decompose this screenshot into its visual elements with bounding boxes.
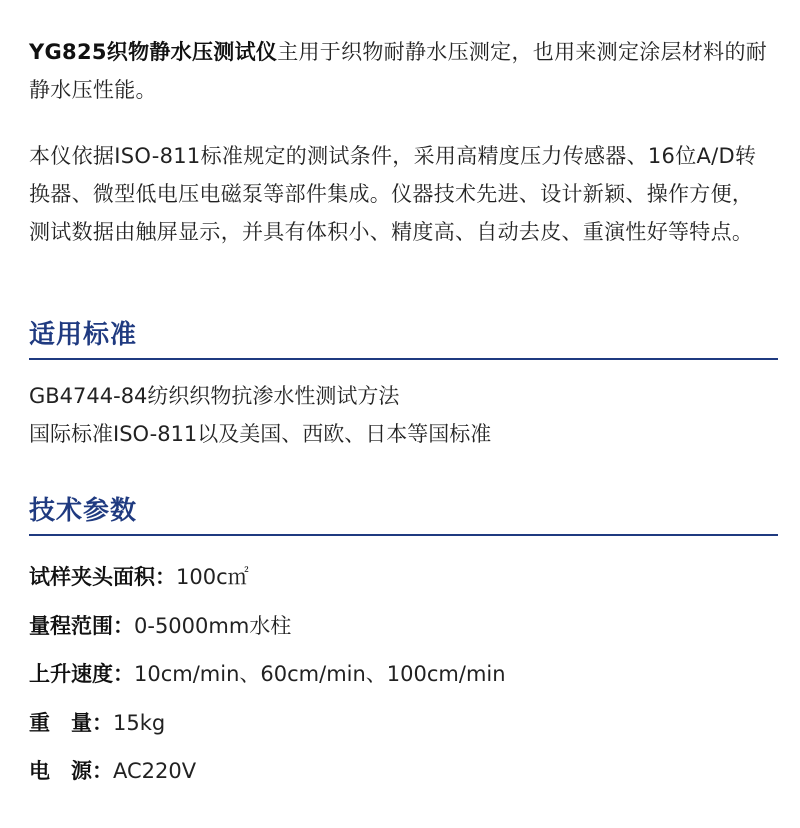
- params-list: [29, 558, 506, 801]
- param-row-power: [29, 752, 506, 801]
- param-value: 15kg: [113, 710, 166, 735]
- param-label: 量程范围：: [29, 613, 134, 638]
- standard-item: GB4744-84纺织织物抗渗水性测试方法: [29, 384, 400, 408]
- param-row-sample-clamp-area: [29, 558, 506, 607]
- param-label: 试样夹头面积：: [29, 565, 176, 589]
- standards-list: [29, 377, 491, 453]
- section-title-standards: 适用标准: [29, 317, 778, 360]
- product-name: YG825织物静水压测试仪: [29, 40, 278, 64]
- param-label: 电 源：: [29, 759, 113, 783]
- param-value: 10cm/min、60cm/min、100cm/min: [134, 662, 506, 686]
- param-row-range: [29, 607, 506, 656]
- intro-paragraph-1-text: 主用于织物耐静水压测定，也用来测定涂层材料的耐静水压性能。: [29, 40, 768, 102]
- standard-item: 国际标准ISO-811以及美国、西欧、日本等国标准: [29, 422, 492, 446]
- param-row-weight: [29, 704, 506, 753]
- param-value: AC220V: [113, 759, 197, 783]
- intro-paragraph-2: 本仪依据ISO-811标准规定的测试条件，采用高精度压力传感器、16位A/D转换器、微型低电压电磁泵等部件集成。仪器技术先进、设计新颖、操作方便，测试数据由触屏显示，并具有体积小、精度高、自动去皮、重演性好等特点。: [29, 144, 757, 244]
- param-label: 上升速度：: [29, 662, 134, 686]
- param-value: 100c㎡: [176, 565, 249, 589]
- section-title-params: 技术参数: [29, 493, 778, 536]
- param-value: 0-5000mm水柱: [134, 613, 292, 638]
- param-row-rise-speed: [29, 655, 506, 704]
- intro-paragraph-1: [29, 33, 769, 109]
- param-label: 重 量：: [29, 710, 113, 735]
